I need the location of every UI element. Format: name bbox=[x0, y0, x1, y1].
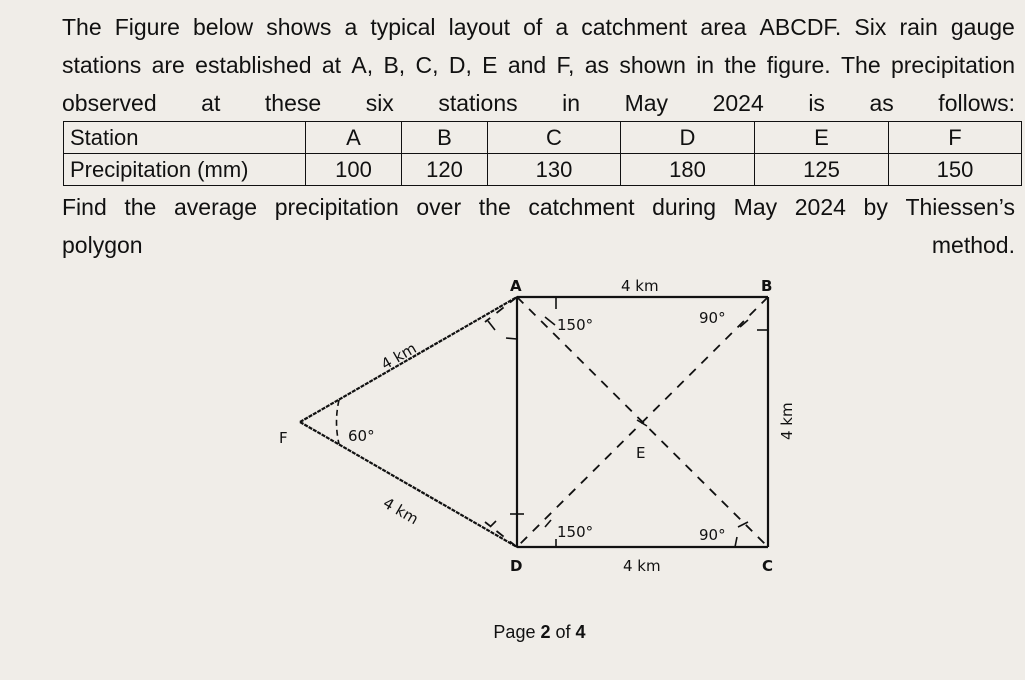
precipitation-cell: 130 bbox=[488, 154, 621, 186]
angle-tick-d2 bbox=[545, 520, 551, 527]
thiessen-construction-lines bbox=[485, 297, 768, 547]
word: A, bbox=[351, 52, 374, 78]
word: The bbox=[62, 14, 102, 40]
angle-tick-c2 bbox=[735, 537, 737, 547]
word: average bbox=[173, 194, 258, 220]
point-label-e: E bbox=[636, 444, 646, 462]
word: precipitation bbox=[890, 52, 1015, 78]
angle-label-c: 90° bbox=[699, 526, 726, 544]
point-label-f: F bbox=[279, 429, 288, 447]
word: and bbox=[507, 52, 547, 78]
word: as bbox=[584, 52, 610, 78]
word: F, bbox=[556, 52, 575, 78]
station-cell: D bbox=[621, 122, 755, 154]
station-cell: A bbox=[306, 122, 402, 154]
intro-line-3: observed at these six stations in May 2024 is as follows: bbox=[62, 90, 1015, 116]
word: shown bbox=[619, 52, 686, 78]
word: precipitation bbox=[274, 194, 399, 220]
dim-label-bc: 4 km bbox=[778, 402, 796, 440]
word: during bbox=[652, 194, 717, 220]
station-cell: B bbox=[402, 122, 488, 154]
word: layout bbox=[448, 14, 510, 40]
station-cell: F bbox=[889, 122, 1022, 154]
angle-label-a: 150° bbox=[557, 316, 594, 334]
page-of: of bbox=[555, 622, 571, 642]
word: Thiessen’s bbox=[905, 194, 1015, 220]
angle-arc-f bbox=[337, 400, 340, 444]
row-header-station: Station bbox=[64, 122, 306, 154]
word: established bbox=[195, 52, 312, 78]
precipitation-cell: 180 bbox=[621, 154, 755, 186]
word: ABCDF. bbox=[759, 14, 842, 40]
point-label-b: B bbox=[761, 277, 773, 295]
word: catchment bbox=[581, 14, 688, 40]
word: C, bbox=[415, 52, 439, 78]
word: a bbox=[555, 14, 569, 40]
word: shows bbox=[266, 14, 332, 40]
word: area bbox=[700, 14, 747, 40]
word: over bbox=[416, 194, 462, 220]
word: catchment bbox=[528, 194, 635, 220]
precipitation-cell: 125 bbox=[755, 154, 889, 186]
word: B, bbox=[383, 52, 406, 78]
precipitation-cell: 100 bbox=[306, 154, 402, 186]
page-total: 4 bbox=[575, 622, 586, 642]
word: The bbox=[841, 52, 881, 78]
word: stations bbox=[62, 52, 142, 78]
page-current: 2 bbox=[540, 622, 551, 642]
bisector-d-ext bbox=[485, 522, 517, 547]
question-line-2: polygon method. bbox=[62, 232, 1015, 258]
word: figure. bbox=[766, 52, 831, 78]
precipitation-cell: 150 bbox=[889, 154, 1022, 186]
row-header-precipitation: Precipitation (mm) bbox=[64, 154, 306, 186]
angle-tick-a3 bbox=[488, 321, 495, 330]
word: D, bbox=[448, 52, 472, 78]
word: Find bbox=[62, 194, 107, 220]
word: the bbox=[124, 194, 157, 220]
station-cell: C bbox=[488, 122, 621, 154]
side-fd bbox=[300, 422, 517, 547]
angle-label-f: 60° bbox=[348, 427, 375, 445]
dim-label-ab: 4 km bbox=[621, 277, 659, 295]
word: the bbox=[478, 194, 511, 220]
point-label-c: C bbox=[762, 557, 774, 575]
word: Six bbox=[854, 14, 887, 40]
angle-label-d: 150° bbox=[557, 523, 594, 541]
page-footer bbox=[0, 622, 1025, 643]
dim-label-fd: 4 km bbox=[380, 493, 422, 529]
word: the bbox=[724, 52, 757, 78]
word: at bbox=[321, 52, 342, 78]
precipitation-cell: 120 bbox=[402, 154, 488, 186]
point-label-a: A bbox=[510, 277, 522, 295]
word: Figure bbox=[114, 14, 180, 40]
point-label-d: D bbox=[510, 557, 523, 575]
angle-tick-d3 bbox=[490, 521, 496, 527]
dim-label-fa: 4 km bbox=[378, 339, 420, 374]
word: below bbox=[193, 14, 254, 40]
word: are bbox=[151, 52, 185, 78]
word: E bbox=[482, 52, 498, 78]
word: a bbox=[344, 14, 358, 40]
word: of bbox=[523, 14, 543, 40]
word: May bbox=[733, 194, 778, 220]
word: gauge bbox=[950, 14, 1015, 40]
word: by bbox=[863, 194, 888, 220]
word: typical bbox=[370, 14, 436, 40]
angle-label-b: 90° bbox=[699, 309, 726, 327]
bisector-a-ext bbox=[485, 297, 517, 322]
page-prefix: Page bbox=[493, 622, 536, 642]
dim-label-cd: 4 km bbox=[623, 557, 661, 575]
angle-tick-a4 bbox=[506, 338, 517, 339]
word: rain bbox=[899, 14, 938, 40]
angle-tick-a2 bbox=[545, 317, 555, 325]
station-cell: E bbox=[755, 122, 889, 154]
word: 2024 bbox=[794, 194, 846, 220]
word: in bbox=[696, 52, 715, 78]
